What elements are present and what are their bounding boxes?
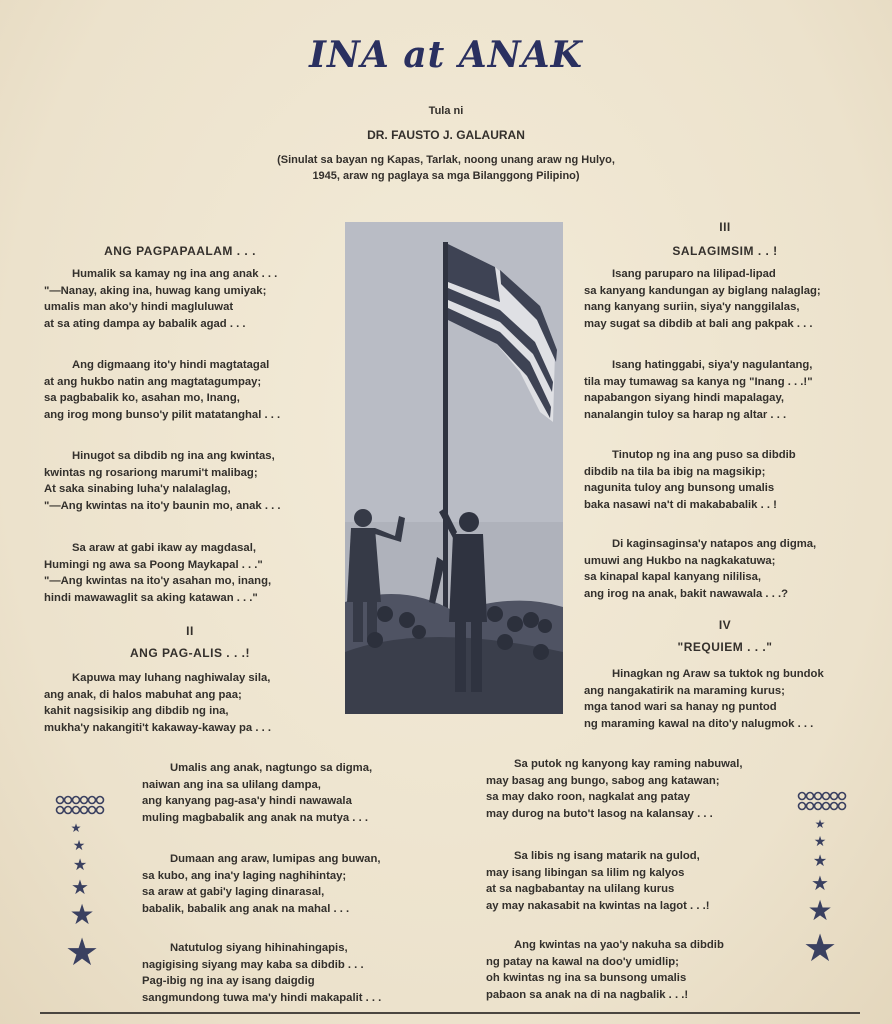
stanza <box>44 540 271 606</box>
star-icon: ★ <box>807 895 833 926</box>
stanza-line: Hinugot sa dibdib ng ina ang kwintas, <box>72 450 275 462</box>
star-icon: ★ <box>64 932 100 974</box>
note-line-1: (Sinulat sa bayan ng Kapas, Tarlak, noong unang araw ng Hulyo, <box>277 154 615 166</box>
stanza-line: muling magbabalik ang anak na mutya . . . <box>142 811 368 824</box>
poem-title: INA at ANAK <box>309 34 583 76</box>
stanza-line: Humingi ng awa sa Poong Maykapal . . ." <box>44 558 263 571</box>
stanza <box>44 448 281 514</box>
stanza <box>486 756 743 822</box>
stanza-line: ang irog mong bunso'y pilit matatanghal . . . <box>44 408 281 421</box>
stanza-line: ang irog na anak, bakit nawawala . . .? <box>584 587 789 600</box>
stanza <box>142 851 381 917</box>
stanza <box>44 266 277 332</box>
star-icon: ★ <box>814 817 826 831</box>
stanza-line: baka nasawi na't di makababalik . . ! <box>584 498 777 511</box>
stanza-line: pabaon sa anak na di na nagbalik . . .! <box>486 988 689 1001</box>
star-icon: ★ <box>72 857 88 874</box>
stanza-line: Hinagkan ng Araw sa tuktok ng bundok <box>612 668 824 680</box>
stanza <box>486 937 724 1003</box>
bottom-divider <box>40 1012 860 1014</box>
stanza-line: naiwan ang ina sa ulilang dampa, <box>142 778 321 791</box>
star-icon: ★ <box>70 821 82 835</box>
stanza-line: may sugat sa dibdib at bali ang pakpak . . . <box>584 317 813 330</box>
section-2-numeral: II <box>186 624 194 638</box>
star-icon: ★ <box>72 837 86 853</box>
stanza-line: At saka sinabing luha'y nalalaglag, <box>44 483 231 495</box>
stanza <box>584 266 821 332</box>
stanza-line: "—Ang kwintas na ito'y baunin mo, anak . . . <box>44 499 281 512</box>
stanza-line: sa kubo, ang ina'y laging naghihintay; <box>142 869 347 882</box>
stanza-line: mga tanod wari sa hanay ng puntod <box>584 701 777 713</box>
stanza-line: sa kanyang kandungan ay biglang nalaglag; <box>584 284 821 297</box>
stanza-line: Humalik sa kamay ng ina ang anak . . . <box>72 268 278 280</box>
note-line-2: 1945, araw ng paglaya sa mga Bilanggong Pilipino) <box>312 170 580 182</box>
section-1-heading: ANG PAGPAPAALAM . . . <box>104 244 256 258</box>
stanza-line: Umalis ang anak, nagtungo sa digma, <box>170 762 373 774</box>
star-icon: ★ <box>813 833 827 849</box>
stanza-line: kahit nagsisikip ang dibdib ng ina, <box>44 705 229 717</box>
stanza-line: mukha'y nakangiti't kakaway-kaway pa . . . <box>44 721 272 734</box>
stanza-line: ay may nakasabit na kwintas na lagot . . .! <box>486 899 710 912</box>
star-icon: ★ <box>811 873 829 895</box>
stanza <box>584 357 813 423</box>
chain-icon <box>799 793 846 810</box>
stanza-line: Isang hatinggabi, siya'y nagulantang, <box>612 359 813 371</box>
stanza-line: hindi mawawaglit sa aking katawan . . ." <box>44 591 258 604</box>
stanza <box>584 536 816 602</box>
stanza-line: nang kanyang suriin, siya'y nanggilalas, <box>584 301 800 313</box>
stanza-line: Sa libis ng isang matarik na gulod, <box>514 850 700 862</box>
stanza-line: Ang digmaang ito'y hindi magtatagal <box>72 359 270 371</box>
stanza-line: ng patay na kawal na doo'y umidlip; <box>486 955 679 968</box>
section-3-heading: SALAGIMSIM . . ! <box>672 244 778 258</box>
stanza-line: sangmundong tuwa ma'y hindi makapalit . . . <box>142 991 382 1004</box>
stanza-line: kwintas ng rosariong marumi't malibag; <box>44 466 258 479</box>
stanza <box>142 760 372 826</box>
section-4-numeral: IV <box>718 618 732 632</box>
chain-icon <box>57 797 104 814</box>
author-name: DR. FAUSTO J. GALAURAN <box>367 128 525 142</box>
section-4-heading: "REQUIEM . . ." <box>677 640 773 654</box>
stanza-line: Isang paruparo na lilipad-lipad <box>612 268 776 280</box>
star-decoration-right <box>792 786 852 976</box>
star-icon: ★ <box>71 877 89 899</box>
stanza <box>584 666 824 732</box>
stanza-line: oh kwintas ng ina sa bunsong umalis <box>486 972 687 984</box>
stanza-line: ang anak, di halos mabuhat ang paa; <box>44 688 242 701</box>
stanza-line: Natutulog siyang hihinahingapis, <box>170 942 348 954</box>
stanza-line: at sa ating dampa ay babalik agad . . . <box>44 317 246 330</box>
stanza-line: ang nangakatirik na maraming kurus; <box>584 684 785 697</box>
stanza-line: ang kanyang pag-asa'y hindi nawawala <box>142 795 352 807</box>
stanza <box>44 357 280 423</box>
stanza-line: umuwi ang Hukbo na nagkakatuwa; <box>584 554 776 567</box>
stanza-line: Sa putok ng kanyong kay raming nabuwal, <box>514 758 743 770</box>
stanza-line: "—Ang kwintas na ito'y asahan mo, inang, <box>44 575 272 587</box>
section-3-numeral: III <box>719 220 731 234</box>
stanza-line: dibdib na tila ba ibig na magsikip; <box>584 465 766 478</box>
stanza-line: may isang libingan sa lilim ng kalyos <box>486 866 685 879</box>
stanza-line: Dumaan ang araw, lumipas ang buwan, <box>170 853 381 865</box>
dedication-note <box>0 152 892 184</box>
stanza-line: nagigising siyang may kaba sa dibdib . . . <box>142 958 364 971</box>
stanza <box>44 670 271 736</box>
stanza-line: sa araw at gabi'y laging dinarasal, <box>142 886 325 898</box>
stanza-line: napabangon siyang hindi mapalagay, <box>584 392 785 404</box>
section-2-heading: ANG PAG-ALIS . . .! <box>130 646 250 660</box>
star-icon: ★ <box>802 928 838 970</box>
star-decoration-left <box>52 790 112 980</box>
stanza-line: Di kaginsaginsa'y natapos ang digma, <box>612 538 817 550</box>
stanza-line: at ang hukbo natin ang magtatagumpay; <box>44 375 262 388</box>
stanza <box>142 940 381 1006</box>
stanza-line: babalik, babalik ang anak na mahal . . . <box>142 902 350 915</box>
stanza-line: sa may dako roon, nagkalat ang patay <box>486 791 691 803</box>
star-icon: ★ <box>69 899 95 930</box>
stanza-line: Tinutop ng ina ang puso sa dibdib <box>612 449 796 461</box>
stanza-line: at sa nagbabantay na ulilang kurus <box>486 883 675 895</box>
stanza-line: "—Nanay, aking ina, huwag kang umiyak; <box>44 284 267 297</box>
stanza-line: may basag ang bungo, sabog ang katawan; <box>486 774 720 787</box>
stanza-line: umalis man ako'y hindi magluluwat <box>44 301 234 313</box>
stanza-line: Ang kwintas na yao'y nakuha sa dibdib <box>514 939 724 951</box>
stanza-line: sa pagbabalik ko, asahan mo, Inang, <box>44 392 240 404</box>
stanza-line: ng maraming kawal na dito'y nalugmok . . . <box>584 717 814 730</box>
stanza-line: may durog na buto't lasog na kalansay . . . <box>486 807 713 820</box>
stanza-line: nanalangin tuloy sa harap ng altar . . . <box>584 408 787 421</box>
stanza-line: sa kinapal kapal kanyang nililisa, <box>584 571 762 583</box>
byline: Tula ni <box>428 105 464 117</box>
stanza-line: tila may tumawag sa kanya ng "Inang . . .!" <box>584 375 813 388</box>
stanza <box>486 848 710 914</box>
stanza-line: Kapuwa may luhang naghiwalay sila, <box>72 672 271 684</box>
star-icon: ★ <box>812 853 828 870</box>
stanza <box>584 447 796 513</box>
stanza-line: Pag-ibig ng ina ay isang daigdig <box>142 975 315 987</box>
flag-raising-photo <box>345 222 563 714</box>
stanza-line: Sa araw at gabi ikaw ay magdasal, <box>72 542 256 554</box>
stanza-line: nagunita tuloy ang bunsong umalis <box>584 482 775 494</box>
